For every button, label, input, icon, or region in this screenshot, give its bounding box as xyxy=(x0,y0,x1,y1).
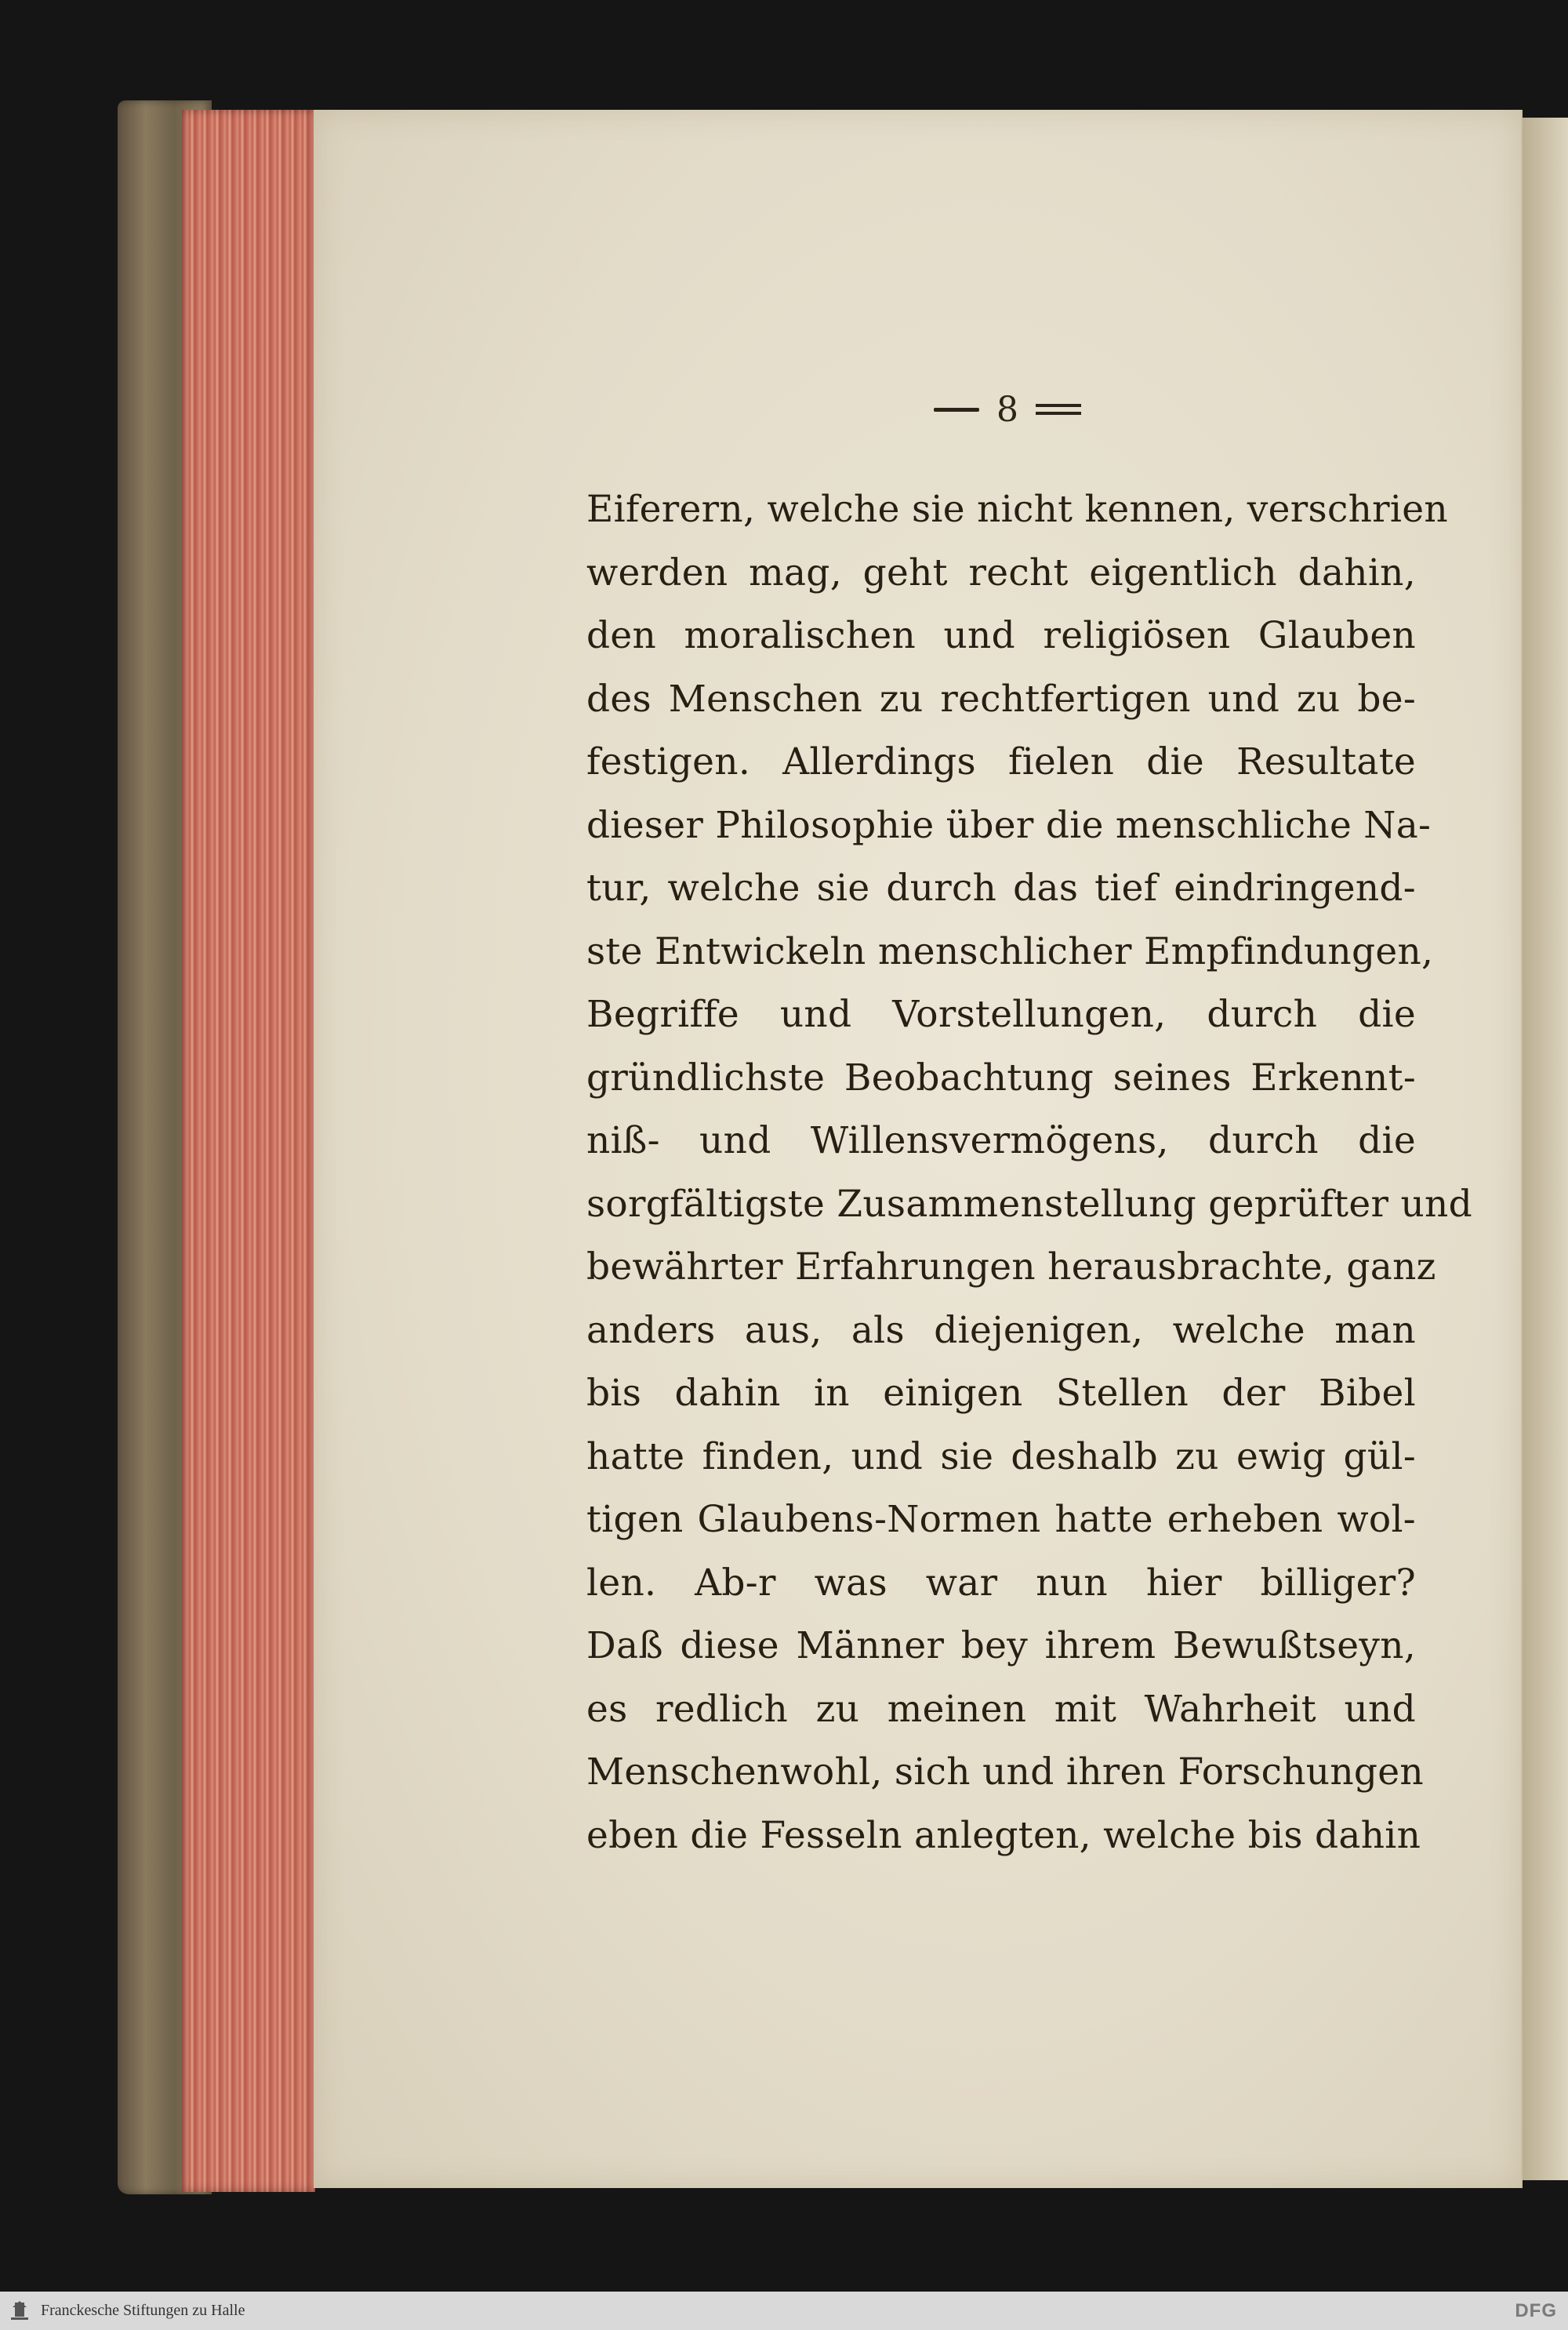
text-line: tur, welche sie durch das tief eindringend- xyxy=(586,867,1416,910)
text-line: werden mag, geht recht eigentlich dahin, xyxy=(586,551,1416,594)
facing-page-edge xyxy=(1521,118,1568,2180)
header-dash-left xyxy=(934,408,979,412)
page-header xyxy=(866,386,1149,433)
text-line: des Menschen zu rechtfertigen und zu be- xyxy=(586,677,1416,721)
text-line: es redlich zu meinen mit Wahrheit und xyxy=(586,1687,1416,1731)
francke-foundation-emblem-icon xyxy=(6,2298,33,2325)
text-line: eben die Fesseln anlegten, welche bis dahin xyxy=(586,1813,1421,1857)
page-body-text xyxy=(586,478,1472,1867)
text-line: Eiferern, welche sie nicht kennen, verschrien xyxy=(586,488,1448,531)
text-line: len. Ab-r was war nun hier billiger? xyxy=(586,1561,1416,1605)
text-line: Menschenwohl, sich und ihren Forschungen xyxy=(586,1750,1424,1794)
text-line: ste Entwickeln menschlicher Empfindungen, xyxy=(586,929,1434,973)
header-dash-right xyxy=(1036,404,1081,415)
text-line: festigen. Allerdings fielen die Resultate xyxy=(586,740,1416,783)
text-line: Begriffe und Vorstellungen, durch die xyxy=(586,993,1416,1036)
institution-name: Franckesche Stiftungen zu Halle xyxy=(41,2302,245,2319)
text-line: hatte finden, und sie deshalb zu ewig gül- xyxy=(586,1434,1416,1478)
text-line: dieser Philosophie über die menschliche Na- xyxy=(586,803,1432,847)
text-line: niß- und Willensvermögens, durch die xyxy=(586,1119,1416,1162)
text-line: anders aus, als diejenigen, welche man xyxy=(586,1308,1416,1352)
text-line: bewährter Erfahrungen herausbrachte, ganz xyxy=(586,1245,1436,1289)
footer-institution xyxy=(0,2298,245,2325)
page-edges xyxy=(182,110,315,2192)
text-line: Daß diese Männer bey ihrem Bewußtseyn, xyxy=(586,1624,1416,1667)
page-number: 8 xyxy=(996,389,1018,430)
dfg-logo: DFG xyxy=(1515,2299,1557,2321)
text-line: sorgfältigste Zusammenstellung geprüfter und xyxy=(586,1182,1472,1226)
footer-bar xyxy=(0,2292,1568,2330)
text-line: den moralischen und religiösen Glauben xyxy=(586,614,1416,657)
text-line: gründlichste Beobachtung seines Erkennt- xyxy=(586,1056,1416,1100)
text-line: bis dahin in einigen Stellen der Bibel xyxy=(586,1372,1416,1415)
text-line: tigen Glaubens-Normen hatte erheben wol- xyxy=(586,1498,1416,1541)
